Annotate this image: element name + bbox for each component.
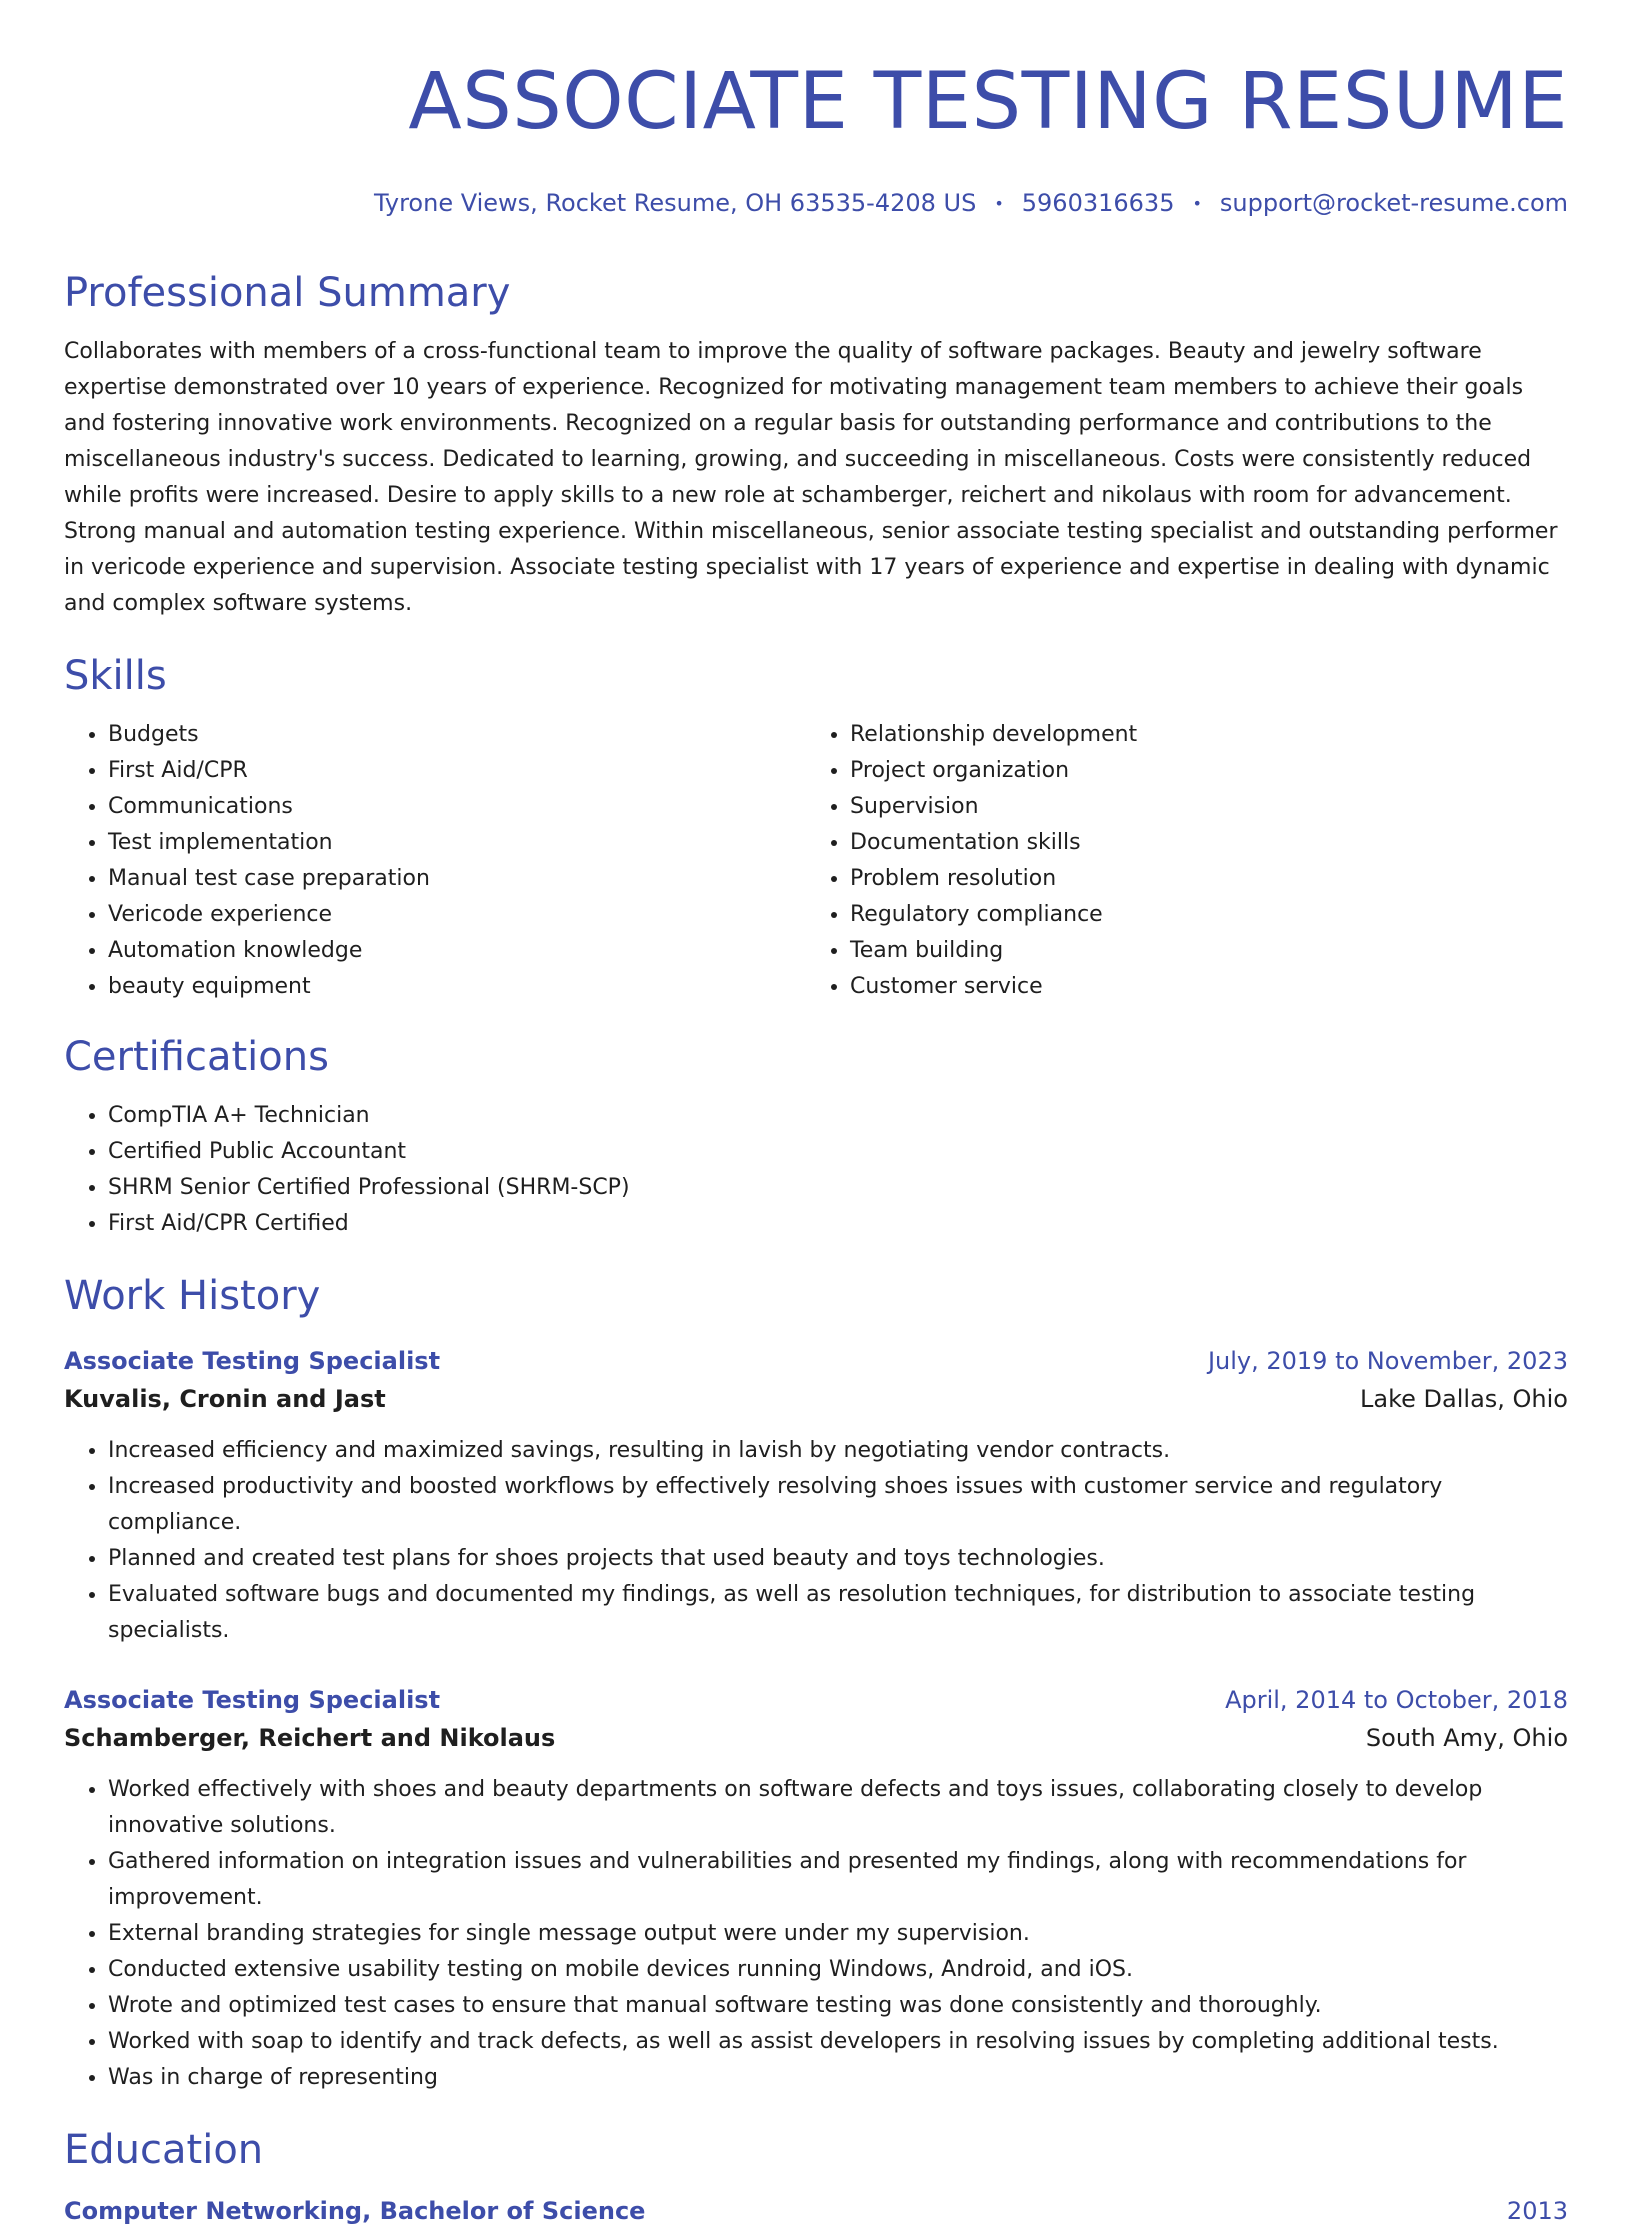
certification-item: • First Aid/CPR Certified [108, 1206, 1568, 1242]
skill-item: • Documentation skills [850, 825, 1568, 861]
job-dates: April, 2014 to October, 2018 [1225, 1686, 1568, 1714]
skills-grid [64, 717, 1568, 1005]
job-bullet: • Gathered information on integration issues and vulnerabilities and presented my findings, along with recommendations for improvement. [108, 1844, 1568, 1916]
work-history-section [64, 1272, 1568, 2096]
contact-email[interactable]: support@rocket-resume.com [1219, 189, 1568, 217]
job-company: Kuvalis, Cronin and Jast [64, 1385, 386, 1413]
section-title-work-history: Work History [64, 1273, 321, 1319]
section-title-certifications: Certifications [64, 1034, 329, 1080]
section-title-skills: Skills [64, 653, 167, 699]
skill-item: • beauty equipment [108, 969, 806, 1005]
job-bullet: • Conducted extensive usability testing on mobile devices running Windows, Android, and iOS. [108, 1952, 1568, 1988]
job-bullet: • Planned and created test plans for shoes projects that used beauty and toys technologies. [108, 1541, 1568, 1577]
skill-item: • Project organization [850, 753, 1568, 789]
job-header-row [64, 1343, 1568, 1379]
skill-item: • Automation knowledge [108, 933, 806, 969]
job-location: South Amy, Ohio [1365, 1724, 1568, 1752]
contact-separator: • [994, 194, 1004, 213]
contact-separator: • [1192, 194, 1202, 213]
job-company-row [64, 1720, 1568, 1756]
certification-item: • Certified Public Accountant [108, 1134, 1568, 1170]
job-entry [64, 1682, 1568, 2096]
certifications-section [64, 1033, 1568, 1242]
skills-list-right [806, 717, 1568, 1005]
job-company: Schamberger, Reichert and Nikolaus [64, 1724, 556, 1752]
skill-item: • Customer service [850, 969, 1568, 1005]
job-bullet: • Was in charge of representing [108, 2060, 1568, 2096]
summary-text: Collaborates with members of a cross-functional team to improve the quality of software packages. Beauty and jewelry software expertise demonstrated over 10 years of experience. Recognized for motivating management team members to achieve their goals and fostering innovative work environments. Recognized on a regular basis for outstanding performance and contributions to the miscellaneous industry's success. Dedicated to learning, growing, and succeeding in miscellaneous. Costs were consistently reduced while profits were increased. Desire to apply skills to a new role at schamberger, reichert and nikolaus with room for advancement. Strong manual and automation testing experience. Within miscellaneous, senior associate testing specialist and outstanding performer in vericode experience and supervision. Associate testing specialist with 17 years of experience and expertise in dealing with dynamic and complex software systems. [64, 339, 1558, 616]
skill-item: • Problem resolution [850, 861, 1568, 897]
skill-item: • Test implementation [108, 825, 806, 861]
education-degree: Computer Networking, Bachelor of Science [64, 2197, 646, 2225]
education-entry [64, 2193, 1568, 2229]
job-company-row [64, 1381, 1568, 1417]
contact-info [64, 188, 1568, 219]
skills-list-left [64, 717, 806, 1005]
skill-item: • Supervision [850, 789, 1568, 825]
skill-item: • Manual test case preparation [108, 861, 806, 897]
job-title: Associate Testing Specialist [64, 1347, 441, 1375]
contact-address: Tyrone Views, Rocket Resume, OH 63535-4208 US [373, 189, 977, 217]
education-section [64, 2126, 1568, 2229]
job-bullet: • Increased efficiency and maximized savings, resulting in lavish by negotiating vendor contracts. [108, 1433, 1568, 1469]
job-location: Lake Dallas, Ohio [1360, 1385, 1568, 1413]
skill-item: • Relationship development [850, 717, 1568, 753]
skill-item: • First Aid/CPR [108, 753, 806, 789]
education-year: 2013 [1506, 2197, 1568, 2225]
certifications-list [64, 1098, 1568, 1242]
resume-name: ASSOCIATE TESTING RESUME [408, 57, 1568, 147]
job-bullet: • External branding strategies for single message output were under my supervision. [108, 1916, 1568, 1952]
job-bullet: • Worked effectively with shoes and beauty departments on software defects and toys issues, collaborating closely to develop innovative solutions. [108, 1772, 1568, 1844]
contact-phone: 5960316635 [1021, 189, 1175, 217]
job-bullet: • Wrote and optimized test cases to ensure that manual software testing was done consistently and thoroughly. [108, 1988, 1568, 2024]
professional-summary-section [64, 269, 1568, 622]
resume-header [64, 56, 1568, 219]
skills-section [64, 652, 1568, 1005]
job-dates: July, 2019 to November, 2023 [1207, 1347, 1568, 1375]
job-bullet: • Increased productivity and boosted workflows by effectively resolving shoes issues with customer service and regulatory compliance. [108, 1469, 1568, 1541]
job-bullets [64, 1433, 1568, 1649]
job-entry [64, 1343, 1568, 1649]
certification-item: • CompTIA A+ Technician [108, 1098, 1568, 1134]
job-header-row [64, 1682, 1568, 1718]
job-bullet: • Worked with soap to identify and track defects, as well as assist developers in resolving issues by completing additional tests. [108, 2024, 1568, 2060]
skill-item: • Vericode experience [108, 897, 806, 933]
skill-item: • Budgets [108, 717, 806, 753]
skill-item: • Communications [108, 789, 806, 825]
skill-item: • Regulatory compliance [850, 897, 1568, 933]
section-title-education: Education [64, 2127, 264, 2173]
section-title-professional-summary: Professional Summary [64, 270, 511, 316]
job-title: Associate Testing Specialist [64, 1686, 441, 1714]
job-bullet: • Evaluated software bugs and documented my findings, as well as resolution techniques, for distribution to associate testing specialists. [108, 1577, 1568, 1649]
job-bullets [64, 1772, 1568, 2096]
certification-item: • SHRM Senior Certified Professional (SHRM-SCP) [108, 1170, 1568, 1206]
skill-item: • Team building [850, 933, 1568, 969]
